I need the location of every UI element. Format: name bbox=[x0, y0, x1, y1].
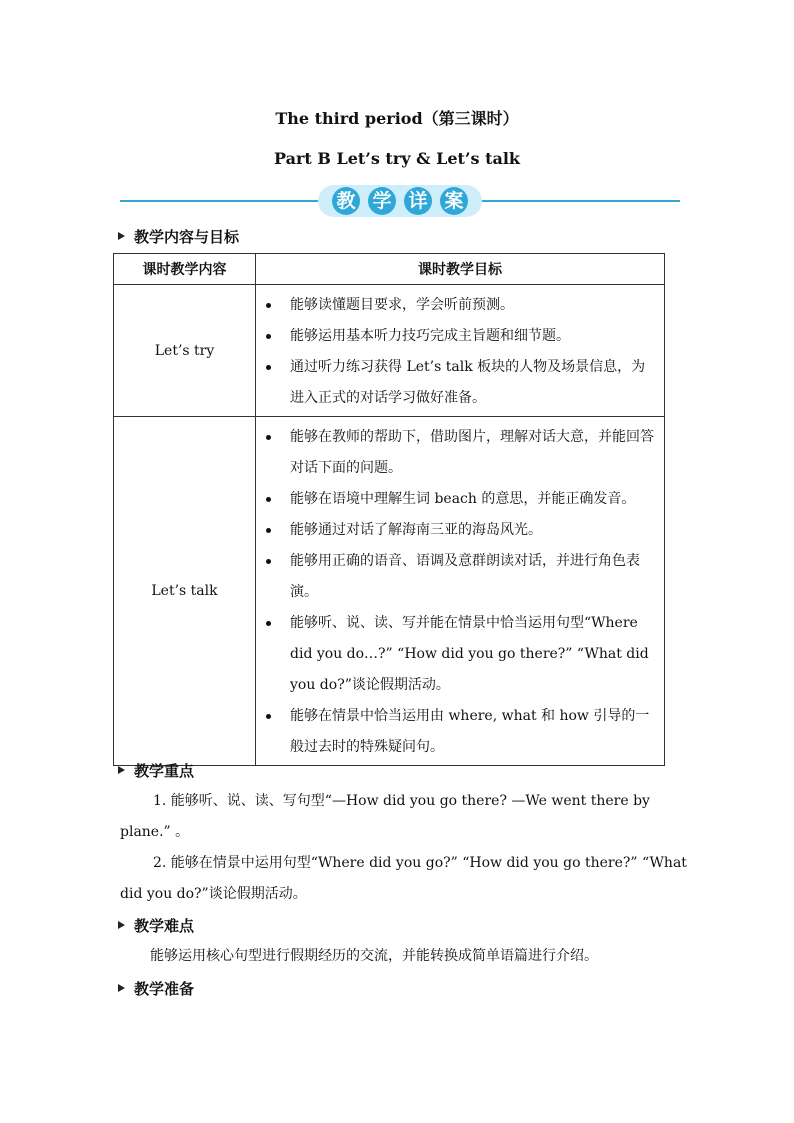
table-header-content: 课时教学内容 bbox=[114, 254, 256, 285]
difficulties-text: 能够运用核心句型进行假期经历的交流，并能转换成简单语篇进行介绍。 bbox=[150, 948, 598, 964]
goal-item bbox=[264, 352, 658, 414]
goal-item bbox=[264, 290, 658, 321]
banner-char: 学 bbox=[368, 187, 396, 215]
bullet-dot-icon bbox=[266, 528, 271, 533]
section-heading-difficulties bbox=[118, 915, 194, 936]
table-row bbox=[114, 285, 665, 417]
table-cell-content: Let’s talk bbox=[114, 417, 256, 766]
section-heading-content-goals bbox=[118, 226, 239, 247]
goal-item bbox=[264, 701, 658, 763]
banner-char: 详 bbox=[404, 187, 432, 215]
goal-text: 能够读懂题目要求，学会听前预测。 bbox=[290, 297, 514, 313]
key-point-2-line-1: 2. 能够在情景中运用句型“Where did you go?” “How did you go there?” “What bbox=[153, 855, 687, 871]
goal-text: 能够通过对话了解海南三亚的海岛风光。 bbox=[290, 522, 542, 538]
key-point-1-line-1: 1. 能够听、说、读、写句型“—How did you go there? —We went there by bbox=[153, 793, 650, 809]
table-cell-goals bbox=[256, 417, 665, 766]
bullet-dot-icon bbox=[266, 714, 271, 719]
bullet-dot-icon bbox=[266, 365, 271, 370]
banner-line-right bbox=[480, 200, 680, 202]
bullet-dot-icon bbox=[266, 334, 271, 339]
goal-text: 能够在情景中恰当运用由 where, what 和 how 引导的一般过去时的特殊疑问句。 bbox=[290, 708, 650, 755]
section-banner bbox=[120, 184, 680, 218]
table-header-row bbox=[114, 254, 665, 285]
goal-text: 能够在教师的帮助下，借助图片，理解对话大意，并能回答对话下面的问题。 bbox=[290, 429, 654, 476]
page-title: The third period（第三课时） bbox=[275, 109, 519, 128]
section-heading-preparation bbox=[118, 978, 194, 999]
triangle-bullet-icon bbox=[118, 232, 125, 240]
banner-line-left bbox=[120, 200, 320, 202]
goal-item bbox=[264, 608, 658, 701]
key-point-1-line-2: plane.” 。 bbox=[120, 824, 190, 840]
goal-text: 能够运用基本听力技巧完成主旨题和细节题。 bbox=[290, 328, 570, 344]
goal-text: 能够在语境中理解生词 beach 的意思，并能正确发音。 bbox=[290, 491, 636, 507]
bullet-dot-icon bbox=[266, 559, 271, 564]
page-subtitle: Part B Let’s try & Let’s talk bbox=[273, 149, 520, 168]
goal-item bbox=[264, 321, 658, 352]
key-point-2-line-2: did you do?”谈论假期活动。 bbox=[120, 886, 307, 902]
goals-table bbox=[113, 253, 665, 766]
bullet-dot-icon bbox=[266, 621, 271, 626]
table-cell-goals bbox=[256, 285, 665, 417]
section-heading-label: 教学难点 bbox=[134, 917, 195, 935]
triangle-bullet-icon bbox=[118, 921, 125, 929]
table-header-goals: 课时教学目标 bbox=[256, 254, 665, 285]
goal-text: 通过听力练习获得 Let’s talk 板块的人物及场景信息，为进入正式的对话学习做好准备。 bbox=[290, 359, 646, 406]
goal-item bbox=[264, 515, 658, 546]
goal-item bbox=[264, 422, 658, 484]
section-heading-label: 教学内容与目标 bbox=[134, 228, 240, 246]
table-row bbox=[114, 417, 665, 766]
goal-item bbox=[264, 546, 658, 608]
bullet-dot-icon bbox=[266, 497, 271, 502]
bullet-dot-icon bbox=[266, 435, 271, 440]
triangle-bullet-icon bbox=[118, 984, 125, 992]
triangle-bullet-icon bbox=[118, 766, 125, 774]
section-heading-label: 教学准备 bbox=[134, 980, 195, 998]
goal-item bbox=[264, 484, 658, 515]
goal-text: 能够用正确的语音、语调及意群朗读对话，并进行角色表演。 bbox=[290, 553, 640, 600]
bullet-dot-icon bbox=[266, 303, 271, 308]
section-heading-key-points bbox=[118, 760, 194, 781]
table-cell-content: Let’s try bbox=[114, 285, 256, 417]
section-heading-label: 教学重点 bbox=[134, 762, 195, 780]
goal-text: 能够听、说、读、写并能在情景中恰当运用句型“Where did you do…?” “How did you go there?” “What did you do?”谈论假期活动。 bbox=[290, 615, 649, 693]
banner-char: 教 bbox=[332, 187, 360, 215]
banner-char: 案 bbox=[440, 187, 468, 215]
